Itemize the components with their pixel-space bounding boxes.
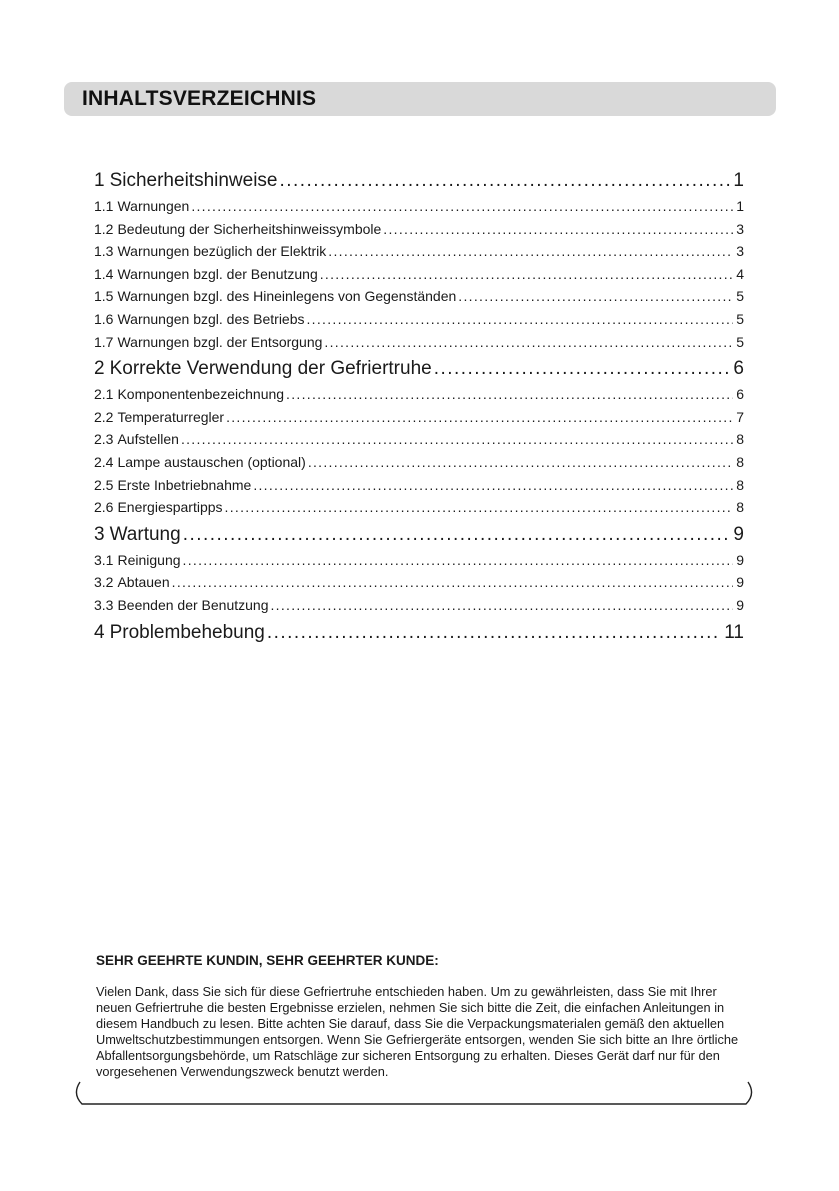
toc-entry-label: [94, 454, 308, 470]
toc-entry-label: [94, 334, 324, 350]
toc-section-entry: [94, 311, 744, 334]
toc-dot-leader: [324, 334, 733, 350]
toc-entry-label: [94, 574, 172, 590]
toc-section-entry: [94, 597, 744, 620]
toc-entry-label: [94, 499, 225, 515]
toc-dot-leader: [286, 386, 733, 402]
toc-entry-title: Komponentenbezeichnung: [117, 386, 285, 403]
toc-entry-title: Warnungen bzgl. des Hineinlegens von Gegenständen: [117, 288, 457, 305]
toc-section-entry: [94, 499, 744, 522]
toc-dot-leader: [383, 221, 733, 237]
toc-dot-leader: [253, 477, 733, 493]
toc-chapter-entry: [94, 358, 744, 386]
toc-page-number: 9: [736, 574, 744, 591]
toc-page-number: 4: [736, 265, 744, 282]
toc-entry-number: 3.1: [94, 551, 114, 568]
toc-dot-leader: [183, 524, 731, 546]
toc-dot-leader: [191, 198, 733, 214]
toc-entry-number: 1.6: [94, 310, 114, 327]
toc-page-number: 5: [736, 288, 744, 305]
toc-entry-number: 2.5: [94, 476, 114, 493]
toc-page-number: 9: [736, 551, 744, 568]
toc-entry-label: [94, 431, 181, 447]
toc-page-number: 8: [736, 431, 744, 448]
toc-entry-label: [94, 552, 183, 568]
toc-entry-title: Erste Inbetriebnahme: [117, 476, 252, 493]
toc-chapter-entry: [94, 170, 744, 198]
toc-entry-title: Lampe austauschen (optional): [117, 453, 306, 470]
toc-entry-title: Problembehebung: [109, 621, 265, 643]
toc-entry-number: 3: [94, 523, 105, 545]
toc-entry-title: Temperaturregler: [117, 408, 225, 425]
toc-entry-label: [94, 409, 226, 425]
toc-entry-number: 3.2: [94, 574, 114, 591]
toc-entry-label: [94, 198, 191, 214]
toc-page-number: 8: [736, 453, 744, 470]
toc-section-entry: [94, 266, 744, 289]
toc-entry-title: Warnungen: [117, 198, 190, 214]
toc-page-number: 3: [736, 220, 744, 237]
toc-entry-number: 2.3: [94, 431, 114, 448]
toc-dot-leader: [328, 243, 733, 259]
toc-section-entry: [94, 552, 744, 575]
toc-entry-label: [94, 622, 267, 644]
toc-dot-leader: [308, 454, 733, 470]
toc-dot-leader: [181, 431, 733, 447]
toc-section-entry: [94, 198, 744, 221]
toc-dot-leader: [270, 597, 733, 613]
toc-section-entry: [94, 288, 744, 311]
toc-entry-title: Abtauen: [117, 574, 170, 591]
toc-page-number: 6: [736, 386, 744, 403]
toc-page-number: 1: [736, 198, 744, 214]
toc-section-entry: [94, 574, 744, 597]
toc-section-entry: [94, 221, 744, 244]
toc-dot-leader: [225, 499, 734, 515]
toc-entry-label: [94, 597, 270, 613]
toc-entry-number: 2.1: [94, 386, 114, 403]
toc-entry-number: 2: [94, 358, 105, 380]
toc-entry-label: [94, 386, 286, 402]
toc-entry-title: Korrekte Verwendung der Gefriertruhe: [109, 358, 432, 380]
toc-entry-title: Wartung: [109, 523, 181, 545]
toc-dot-leader: [434, 358, 731, 380]
toc-entry-label: [94, 311, 307, 327]
toc-entry-label: [94, 221, 383, 237]
toc-entry-title: Warnungen bzgl. der Benutzung: [117, 265, 318, 282]
toc-entry-number: 2.2: [94, 408, 114, 425]
toc-entry-number: 2.4: [94, 453, 114, 470]
toc-section-entry: [94, 386, 744, 409]
toc-entry-label: [94, 477, 253, 493]
table-of-contents: [94, 168, 744, 650]
toc-entry-title: Warnungen bzgl. der Entsorgung: [117, 333, 323, 350]
toc-page-number: 9: [733, 523, 744, 545]
toc-page-number: 8: [736, 476, 744, 493]
customer-notice: [96, 953, 746, 1081]
section-header-bar: [64, 82, 776, 116]
notice-heading: SEHR GEEHRTE KUNDIN, SEHR GEEHRTER KUNDE:: [96, 953, 439, 968]
toc-entry-label: [94, 243, 328, 259]
toc-entry-number: 1: [94, 170, 105, 191]
toc-entry-title: Aufstellen: [117, 431, 179, 448]
toc-entry-label: [94, 358, 434, 380]
toc-entry-label: [94, 524, 183, 546]
toc-section-entry: [94, 409, 744, 432]
toc-dot-leader: [320, 266, 733, 282]
toc-entry-number: 1.2: [94, 220, 114, 237]
toc-dot-leader: [172, 574, 734, 590]
toc-entry-title: Reinigung: [117, 551, 181, 568]
notice-body: Vielen Dank, dass Sie sich für diese Gefriertruhe entschieden haben. Um zu gewährleisten, dass Sie mit Ihrer neuen Gefriertruhe die besten Ergebnisse erzielen, nehmen Sie sich bitte die Zeit, die einfachen Anleitungen in diesem Handbuch zu lesen. Bitte achten Sie darauf, dass Sie die Verpackungsmaterialen gemäß den aktuellen Umweltschutzbestimmungen entsorgen. Wenn Sie Gefriergeräte entsorgen, wenden Sie sich bitte an Ihre örtliche Abfallentsorgungsbehörde, um Ratschläge zur sicheren Entsorgung zu erhalten. Dieses Gerät darf nur für den vorgesehenen Verwendungszweck benutzt werden.: [96, 984, 739, 1080]
toc-chapter-entry: [94, 524, 744, 552]
toc-page-number: 6: [733, 358, 744, 380]
toc-entry-title: Beenden der Benutzung: [117, 596, 269, 613]
notice-bracket-line: [72, 1080, 756, 1108]
toc-entry-title: Energiespartipps: [117, 499, 223, 516]
toc-entry-label: [94, 170, 280, 192]
toc-dot-leader: [307, 311, 734, 327]
toc-entry-number: 3.3: [94, 596, 114, 613]
toc-page-number: 1: [733, 170, 744, 191]
toc-page-number: 5: [736, 310, 744, 327]
toc-entry-title: Bedeutung der Sicherheitshinweissymbole: [117, 220, 382, 237]
toc-entry-number: 2.6: [94, 499, 114, 516]
toc-entry-number: 1.1: [94, 198, 114, 214]
toc-entry-number: 1.7: [94, 333, 114, 350]
toc-page-number: 8: [736, 499, 744, 516]
toc-section-entry: [94, 454, 744, 477]
toc-page-number: 11: [724, 621, 744, 643]
toc-entry-title: Warnungen bzgl. des Betriebs: [117, 310, 305, 327]
toc-chapter-entry: [94, 622, 744, 650]
toc-section-entry: [94, 243, 744, 266]
toc-dot-leader: [267, 622, 721, 644]
toc-dot-leader: [226, 409, 733, 425]
toc-section-entry: [94, 334, 744, 357]
toc-entry-title: Warnungen bezüglich der Elektrik: [117, 243, 327, 260]
page-title: INHALTSVERZEICHNIS: [82, 87, 317, 110]
toc-entry-number: 1.3: [94, 243, 114, 260]
toc-entry-number: 1.5: [94, 288, 114, 305]
toc-entry-label: [94, 266, 320, 282]
toc-dot-leader: [458, 288, 733, 304]
toc-dot-leader: [183, 552, 734, 568]
toc-entry-title: Sicherheitshinweise: [109, 170, 278, 191]
toc-page-number: 5: [736, 333, 744, 350]
toc-entry-number: 1.4: [94, 265, 114, 282]
toc-section-entry: [94, 431, 744, 454]
toc-entry-label: [94, 288, 458, 304]
toc-page-number: 3: [736, 243, 744, 260]
toc-entry-number: 4: [94, 621, 105, 643]
toc-page-number: 7: [736, 408, 744, 425]
toc-dot-leader: [280, 170, 731, 192]
toc-section-entry: [94, 477, 744, 500]
toc-page-number: 9: [736, 596, 744, 613]
